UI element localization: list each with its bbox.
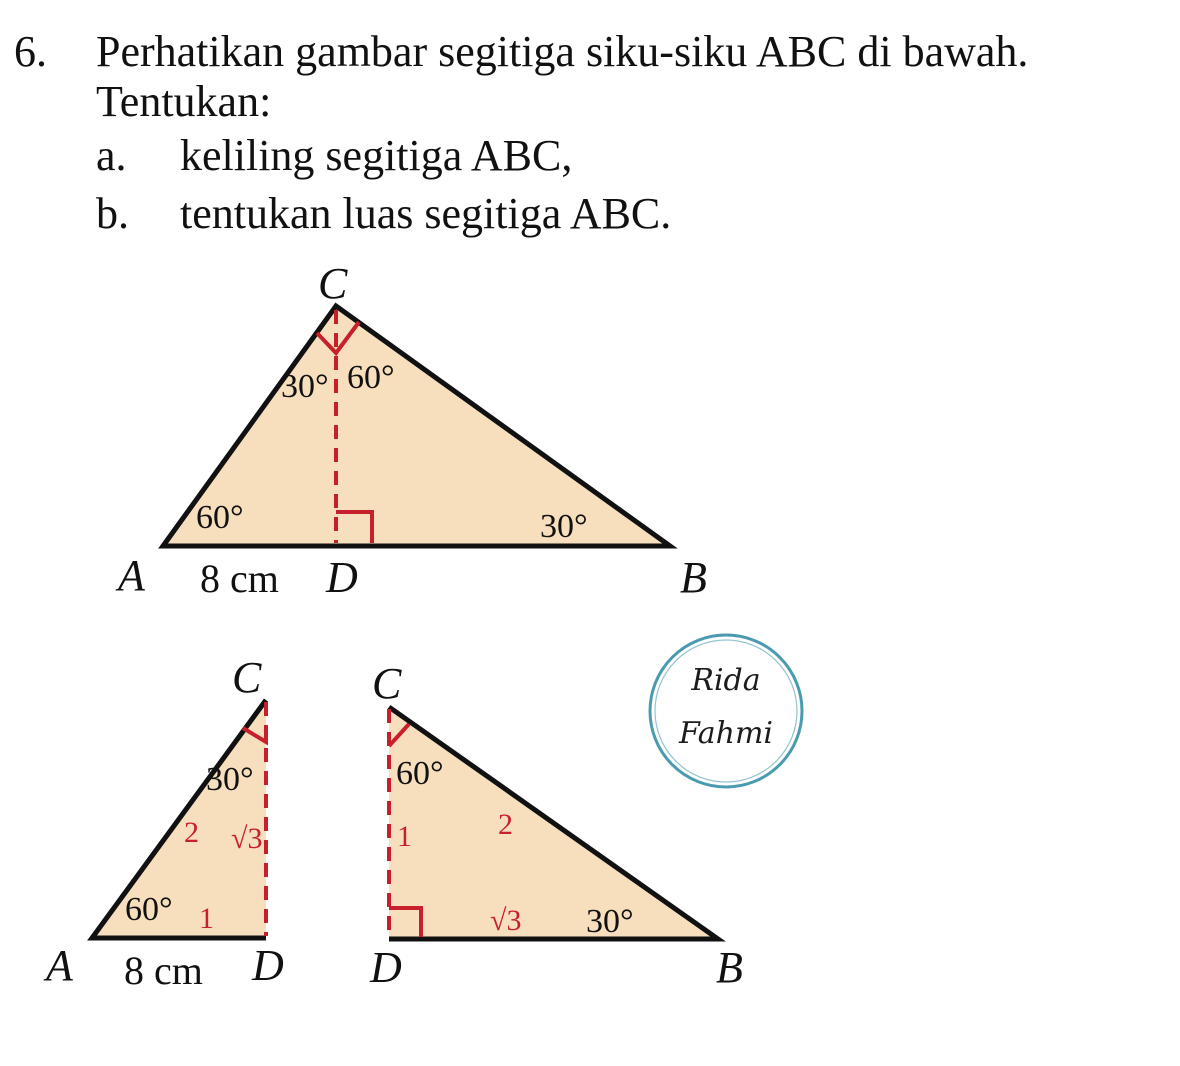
left-side-ad-length: 8 cm [124,948,203,993]
item-b-marker: b. [96,189,129,238]
question-block [14,27,1028,238]
item-a-text: keliling segitiga ABC, [180,131,573,180]
vertex-d-label: D [326,553,358,602]
right-vertex-c-label: C [372,659,402,708]
question-number: 6. [14,27,47,76]
angle-b: 30° [540,508,588,545]
item-b-text: tentukan luas segitiga ABC. [180,189,672,238]
right-vertex-d-label: D [370,943,402,992]
right-ratio-db: √3 [490,904,522,937]
right-ratio-cb: 2 [498,808,513,841]
question-line2: Tentukan: [96,77,272,126]
watermark-line2: Fahmi [678,716,774,751]
angle-c-right: 60° [347,359,395,396]
right-angle-b: 30° [586,903,634,940]
watermark-line1: Rida [691,663,761,698]
right-vertex-b-label: B [716,943,743,992]
right-angle-c: 60° [396,755,444,792]
left-vertex-d-label: D [252,941,284,990]
left-ratio-ad: 1 [199,902,214,935]
angle-a: 60° [196,499,244,536]
left-angle-a: 60° [125,891,173,928]
item-a-marker: a. [96,131,127,180]
vertex-a-label: A [118,551,145,600]
side-ad-length: 8 cm [200,556,279,601]
left-angle-c: 30° [206,761,254,798]
left-triangle-figure [43,653,284,993]
left-vertex-a-label: A [46,941,73,990]
vertex-c-label: C [318,259,348,308]
main-triangle-figure [115,259,707,602]
left-ratio-ac: 2 [184,816,199,849]
vertex-b-label: B [680,553,707,602]
angle-c-left: 30° [281,368,329,405]
question-text: Perhatikan gambar segitiga siku-siku ABC di bawah. [96,27,1029,76]
watermark-stamp [650,635,802,787]
left-ratio-cd: √3 [231,822,263,855]
watermark-ring [650,635,802,787]
right-ratio-cd: 1 [397,820,412,853]
left-vertex-c-label: C [232,653,262,702]
